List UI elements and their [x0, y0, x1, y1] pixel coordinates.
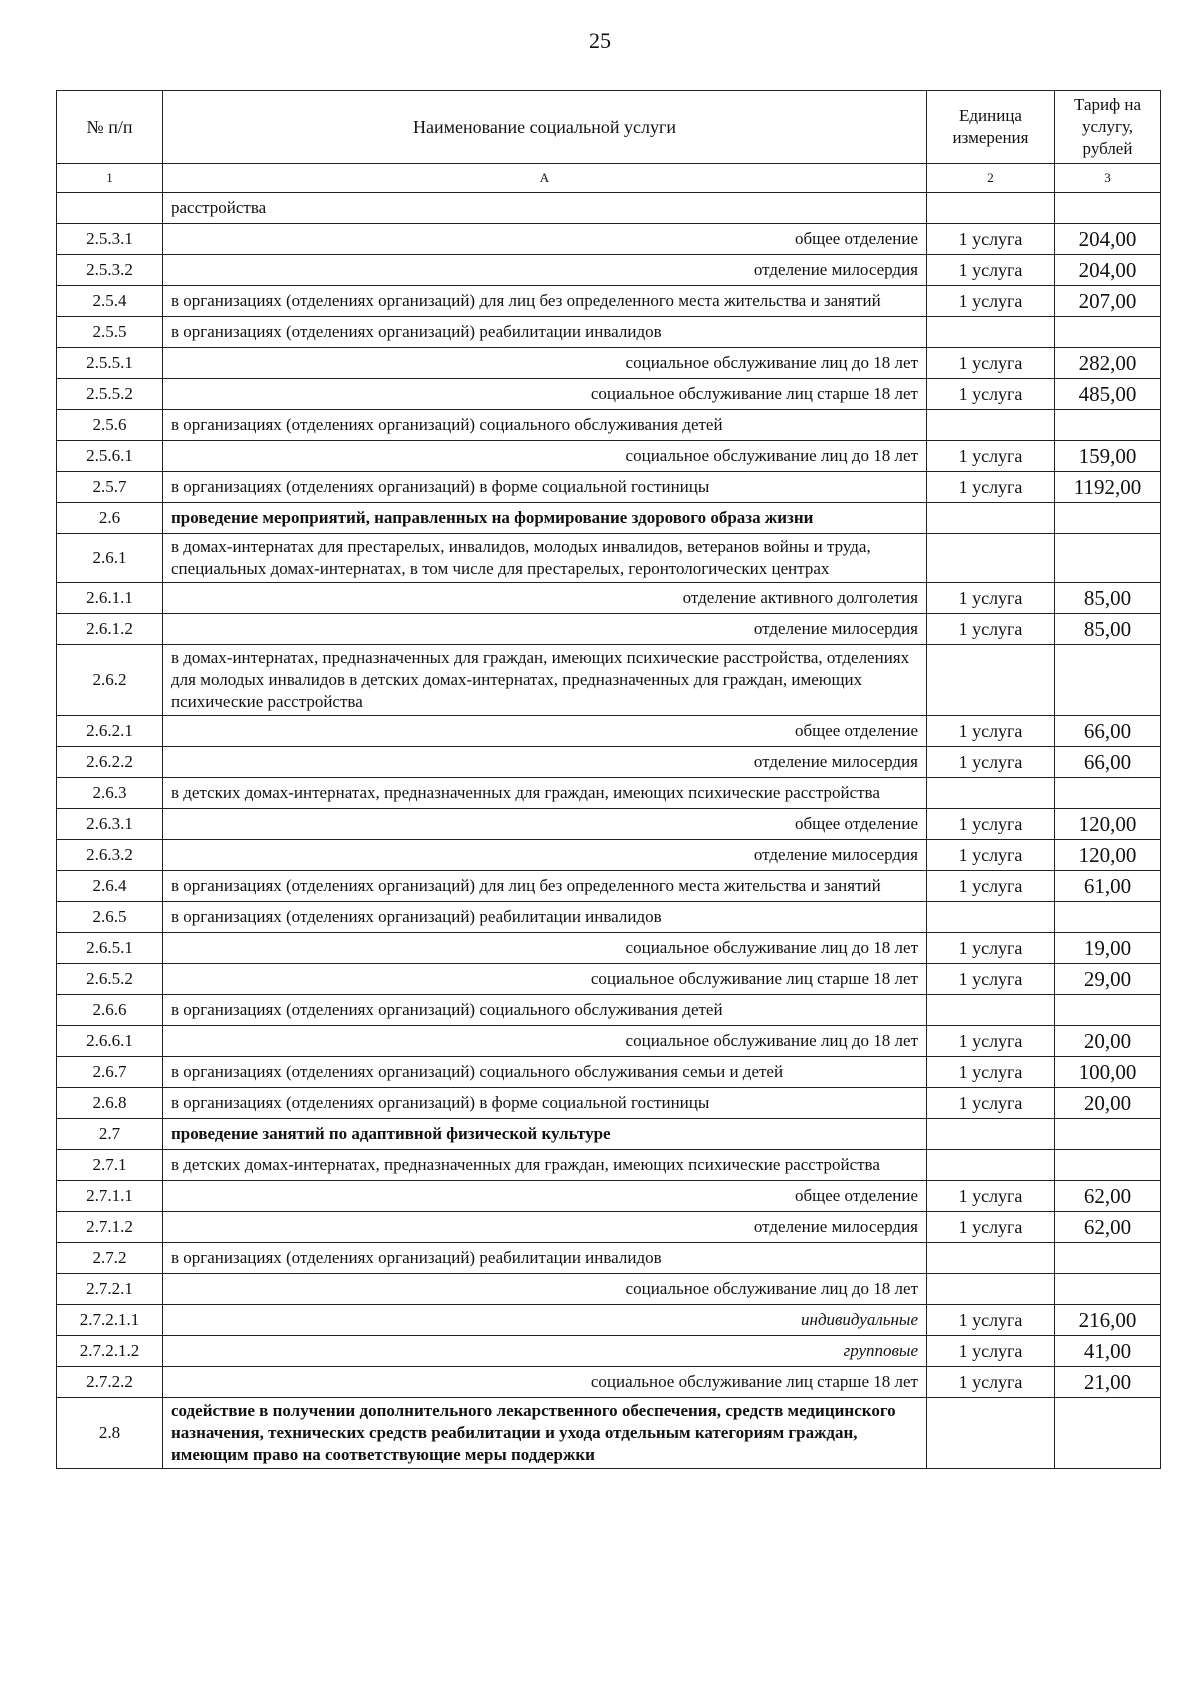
service-name: социальное обслуживание лиц до 18 лет	[163, 933, 927, 964]
unit: 1 услуга	[927, 224, 1055, 255]
row-number: 2.6.5	[57, 902, 163, 933]
row-number: 2.6.6	[57, 995, 163, 1026]
unit	[927, 193, 1055, 224]
column-number: 3	[1055, 164, 1161, 193]
service-name: в организациях (отделениях организаций) социального обслуживания семьи и детей	[163, 1057, 927, 1088]
service-name: проведение занятий по адаптивной физической культуре	[163, 1119, 927, 1150]
unit	[927, 1243, 1055, 1274]
tariff-value: 19,00	[1055, 933, 1161, 964]
row-number: 2.7.2.1.1	[57, 1305, 163, 1336]
table-row	[57, 871, 1161, 902]
unit	[927, 317, 1055, 348]
service-name: социальное обслуживание лиц старше 18 лет	[163, 379, 927, 410]
tariff-value	[1055, 645, 1161, 716]
unit	[927, 410, 1055, 441]
service-name: отделение активного долголетия	[163, 583, 927, 614]
tariff-value: 120,00	[1055, 840, 1161, 871]
tariff-value	[1055, 193, 1161, 224]
unit	[927, 503, 1055, 534]
tariff-value: 62,00	[1055, 1212, 1161, 1243]
service-name: социальное обслуживание лиц старше 18 лет	[163, 964, 927, 995]
service-name: в организациях (отделениях организаций) в форме социальной гостиницы	[163, 472, 927, 503]
unit	[927, 1119, 1055, 1150]
unit: 1 услуга	[927, 1305, 1055, 1336]
table-row	[57, 645, 1161, 716]
row-number: 2.7.2.1	[57, 1274, 163, 1305]
row-number: 2.6.1	[57, 534, 163, 583]
table-row	[57, 1057, 1161, 1088]
table-row	[57, 472, 1161, 503]
unit: 1 услуга	[927, 1212, 1055, 1243]
table-row	[57, 379, 1161, 410]
tariff-value: 21,00	[1055, 1367, 1161, 1398]
tariff-value: 204,00	[1055, 255, 1161, 286]
tariff-value: 66,00	[1055, 747, 1161, 778]
table-row	[57, 286, 1161, 317]
tariff-table	[56, 90, 1161, 1469]
unit: 1 услуга	[927, 1181, 1055, 1212]
tariff-value: 100,00	[1055, 1057, 1161, 1088]
table-row	[57, 614, 1161, 645]
service-name: в организациях (отделениях организаций) социального обслуживания детей	[163, 995, 927, 1026]
row-number: 2.5.3.2	[57, 255, 163, 286]
row-number: 2.6.5.2	[57, 964, 163, 995]
row-number: 2.7.2.1.2	[57, 1336, 163, 1367]
tariff-value: 120,00	[1055, 809, 1161, 840]
unit: 1 услуга	[927, 716, 1055, 747]
service-name: в организациях (отделениях организаций) реабилитации инвалидов	[163, 1243, 927, 1274]
tariff-value	[1055, 778, 1161, 809]
row-number: 2.6.6.1	[57, 1026, 163, 1057]
header-num: № п/п	[57, 91, 163, 164]
tariff-value	[1055, 317, 1161, 348]
column-numbers-row	[57, 164, 1161, 193]
unit	[927, 902, 1055, 933]
unit: 1 услуга	[927, 809, 1055, 840]
row-number: 2.6.5.1	[57, 933, 163, 964]
table-row	[57, 348, 1161, 379]
service-name: социальное обслуживание лиц до 18 лет	[163, 1026, 927, 1057]
tariff-value: 282,00	[1055, 348, 1161, 379]
table-row	[57, 716, 1161, 747]
row-number: 2.7.1.2	[57, 1212, 163, 1243]
row-number: 2.6.4	[57, 871, 163, 902]
tariff-value: 216,00	[1055, 1305, 1161, 1336]
table-row	[57, 1336, 1161, 1367]
tariff-value	[1055, 410, 1161, 441]
column-number: 2	[927, 164, 1055, 193]
table-row	[57, 317, 1161, 348]
unit: 1 услуга	[927, 964, 1055, 995]
row-number: 2.6.8	[57, 1088, 163, 1119]
tariff-value: 85,00	[1055, 614, 1161, 645]
row-number: 2.7.2.2	[57, 1367, 163, 1398]
table-row	[57, 1274, 1161, 1305]
row-number: 2.5.5	[57, 317, 163, 348]
tariff-value	[1055, 1398, 1161, 1469]
unit	[927, 778, 1055, 809]
unit: 1 услуга	[927, 933, 1055, 964]
row-number: 2.6.7	[57, 1057, 163, 1088]
tariff-value	[1055, 1150, 1161, 1181]
service-name: социальное обслуживание лиц до 18 лет	[163, 441, 927, 472]
service-name: в домах-интернатах, предназначенных для граждан, имеющих психические расстройства, отделениях для молодых инвалидов в детских домах-интернатах, предназначенных для граждан, имеющих психические расстройства	[163, 645, 927, 716]
service-name: общее отделение	[163, 1181, 927, 1212]
service-name: в детских домах-интернатах, предназначенных для граждан, имеющих психические расстройства	[163, 778, 927, 809]
unit: 1 услуга	[927, 472, 1055, 503]
service-name: в организациях (отделениях организаций) социального обслуживания детей	[163, 410, 927, 441]
row-number: 2.7	[57, 1119, 163, 1150]
service-name: содействие в получении дополнительного лекарственного обеспечения, средств медицинского назначения, технических средств реабилитации и ухода отдельным категориям граждан, имеющим право на соответствующие меры поддержки	[163, 1398, 927, 1469]
row-number: 2.6.1.1	[57, 583, 163, 614]
column-number: А	[163, 164, 927, 193]
row-number: 2.5.6	[57, 410, 163, 441]
service-name: в организациях (отделениях организаций) реабилитации инвалидов	[163, 317, 927, 348]
tariff-value	[1055, 1274, 1161, 1305]
table-row	[57, 809, 1161, 840]
service-name: отделение милосердия	[163, 747, 927, 778]
table-row	[57, 1243, 1161, 1274]
table-header-row	[57, 91, 1161, 164]
service-name: общее отделение	[163, 716, 927, 747]
table-row	[57, 534, 1161, 583]
table-row	[57, 933, 1161, 964]
row-number: 2.5.5.2	[57, 379, 163, 410]
row-number: 2.5.6.1	[57, 441, 163, 472]
service-name: в домах-интернатах для престарелых, инвалидов, молодых инвалидов, ветеранов войны и труда, специальных домах-интернатах, в том числе для престарелых, геронтологических центрах	[163, 534, 927, 583]
tariff-value: 159,00	[1055, 441, 1161, 472]
unit: 1 услуга	[927, 255, 1055, 286]
tariff-value: 20,00	[1055, 1088, 1161, 1119]
service-name: социальное обслуживание лиц до 18 лет	[163, 348, 927, 379]
table-row	[57, 441, 1161, 472]
tariff-value: 85,00	[1055, 583, 1161, 614]
tariff-value: 1192,00	[1055, 472, 1161, 503]
unit: 1 услуга	[927, 583, 1055, 614]
unit: 1 услуга	[927, 348, 1055, 379]
row-number: 2.6.3	[57, 778, 163, 809]
tariff-value: 61,00	[1055, 871, 1161, 902]
tariff-value: 207,00	[1055, 286, 1161, 317]
table-body	[57, 193, 1161, 1469]
service-name: расстройства	[163, 193, 927, 224]
row-number: 2.5.3.1	[57, 224, 163, 255]
service-name: в детских домах-интернатах, предназначенных для граждан, имеющих психические расстройства	[163, 1150, 927, 1181]
column-number: 1	[57, 164, 163, 193]
row-number: 2.6.2.2	[57, 747, 163, 778]
table-row	[57, 902, 1161, 933]
row-number: 2.8	[57, 1398, 163, 1469]
row-number: 2.7.1.1	[57, 1181, 163, 1212]
table-row	[57, 1181, 1161, 1212]
table-row	[57, 1305, 1161, 1336]
service-name: отделение милосердия	[163, 840, 927, 871]
unit	[927, 1150, 1055, 1181]
service-name: социальное обслуживание лиц старше 18 лет	[163, 1367, 927, 1398]
table-row	[57, 193, 1161, 224]
unit: 1 услуга	[927, 840, 1055, 871]
row-number: 2.6.2.1	[57, 716, 163, 747]
table-row	[57, 255, 1161, 286]
row-number: 2.6.3.2	[57, 840, 163, 871]
unit	[927, 995, 1055, 1026]
service-name: индивидуальные	[163, 1305, 927, 1336]
unit: 1 услуга	[927, 1367, 1055, 1398]
service-name: в организациях (отделениях организаций) для лиц без определенного места жительства и занятий	[163, 871, 927, 902]
table-row	[57, 840, 1161, 871]
service-name: в организациях (отделениях организаций) реабилитации инвалидов	[163, 902, 927, 933]
table-row	[57, 995, 1161, 1026]
row-number: 2.6	[57, 503, 163, 534]
tariff-value	[1055, 995, 1161, 1026]
service-name: социальное обслуживание лиц до 18 лет	[163, 1274, 927, 1305]
row-number: 2.5.5.1	[57, 348, 163, 379]
table-row	[57, 503, 1161, 534]
service-name: проведение мероприятий, направленных на формирование здорового образа жизни	[163, 503, 927, 534]
header-name: Наименование социальной услуги	[163, 91, 927, 164]
service-name: в организациях (отделениях организаций) в форме социальной гостиницы	[163, 1088, 927, 1119]
row-number: 2.6.3.1	[57, 809, 163, 840]
table-row	[57, 964, 1161, 995]
unit	[927, 1274, 1055, 1305]
unit: 1 услуга	[927, 441, 1055, 472]
row-number: 2.7.2	[57, 1243, 163, 1274]
table-row	[57, 1367, 1161, 1398]
tariff-value: 204,00	[1055, 224, 1161, 255]
tariff-value: 485,00	[1055, 379, 1161, 410]
service-name: отделение милосердия	[163, 1212, 927, 1243]
table-row	[57, 1212, 1161, 1243]
service-name: в организациях (отделениях организаций) для лиц без определенного места жительства и занятий	[163, 286, 927, 317]
tariff-value: 20,00	[1055, 1026, 1161, 1057]
unit	[927, 1398, 1055, 1469]
service-name: общее отделение	[163, 809, 927, 840]
service-name: групповые	[163, 1336, 927, 1367]
unit: 1 услуга	[927, 1336, 1055, 1367]
unit: 1 услуга	[927, 871, 1055, 902]
unit: 1 услуга	[927, 1026, 1055, 1057]
row-number: 2.5.4	[57, 286, 163, 317]
unit	[927, 645, 1055, 716]
unit: 1 услуга	[927, 1057, 1055, 1088]
table-row	[57, 224, 1161, 255]
tariff-value: 41,00	[1055, 1336, 1161, 1367]
tariff-value	[1055, 902, 1161, 933]
table-row	[57, 410, 1161, 441]
service-name: отделение милосердия	[163, 255, 927, 286]
tariff-value	[1055, 503, 1161, 534]
tariff-value: 62,00	[1055, 1181, 1161, 1212]
unit: 1 услуга	[927, 747, 1055, 778]
table-row	[57, 1088, 1161, 1119]
table-row	[57, 1119, 1161, 1150]
row-number: 2.6.1.2	[57, 614, 163, 645]
tariff-value	[1055, 1119, 1161, 1150]
row-number: 2.5.7	[57, 472, 163, 503]
table-row	[57, 747, 1161, 778]
tariff-value	[1055, 534, 1161, 583]
row-number: 2.7.1	[57, 1150, 163, 1181]
unit: 1 услуга	[927, 614, 1055, 645]
page-number: 25	[589, 28, 611, 53]
service-name: отделение милосердия	[163, 614, 927, 645]
tariff-value: 66,00	[1055, 716, 1161, 747]
row-number	[57, 193, 163, 224]
unit: 1 услуга	[927, 379, 1055, 410]
service-name: общее отделение	[163, 224, 927, 255]
tariff-value	[1055, 1243, 1161, 1274]
table-row	[57, 1150, 1161, 1181]
table-row	[57, 778, 1161, 809]
unit	[927, 534, 1055, 583]
table-row	[57, 1398, 1161, 1469]
header-tariff: Тариф на услугу, рублей	[1055, 91, 1161, 164]
tariff-value: 29,00	[1055, 964, 1161, 995]
unit: 1 услуга	[927, 1088, 1055, 1119]
row-number: 2.6.2	[57, 645, 163, 716]
header-unit: Единица измерения	[927, 91, 1055, 164]
table-row	[57, 583, 1161, 614]
unit: 1 услуга	[927, 286, 1055, 317]
table-row	[57, 1026, 1161, 1057]
